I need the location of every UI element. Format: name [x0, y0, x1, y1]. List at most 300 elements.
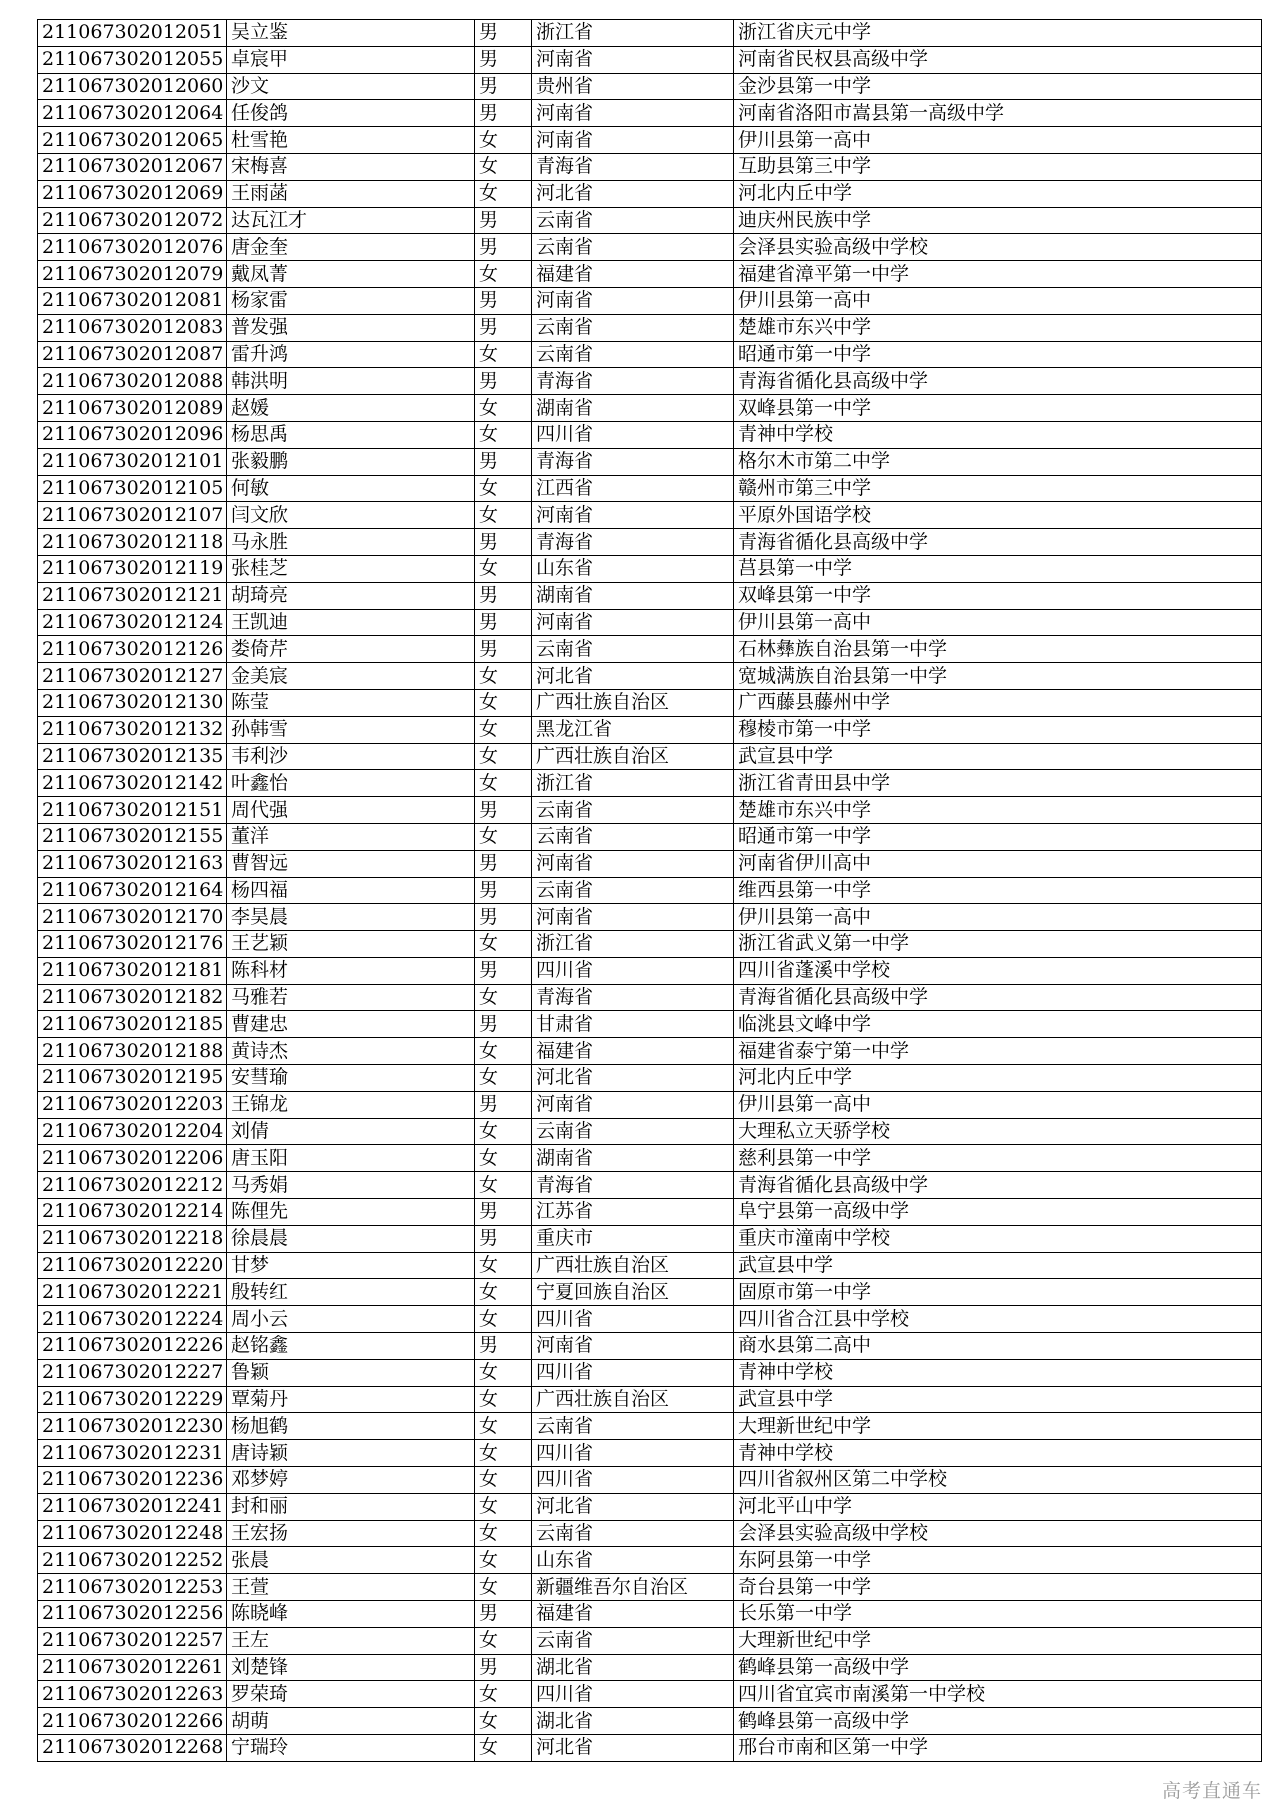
- province-cell: 青海省: [532, 984, 734, 1011]
- name-cell: 娄倚芹: [227, 636, 475, 663]
- name-cell: 罗荣琦: [227, 1681, 475, 1708]
- table-row: [38, 100, 1262, 127]
- gender-cell: 男: [475, 20, 532, 47]
- province-cell: 云南省: [532, 877, 734, 904]
- school-cell: 东阿县第一中学: [734, 1547, 1262, 1574]
- gender-cell: 男: [475, 1011, 532, 1038]
- name-cell: 叶鑫怡: [227, 770, 475, 797]
- gender-cell: 男: [475, 1333, 532, 1360]
- table-row: [38, 689, 1262, 716]
- school-cell: 青海省循化县高级中学: [734, 984, 1262, 1011]
- school-cell: 奇台县第一中学: [734, 1574, 1262, 1601]
- name-cell: 陈晓峰: [227, 1601, 475, 1628]
- table-row: [38, 1386, 1262, 1413]
- name-cell: 王宏扬: [227, 1520, 475, 1547]
- province-cell: 青海省: [532, 153, 734, 180]
- school-cell: 重庆市潼南中学校: [734, 1225, 1262, 1252]
- student-id-cell: 211067302012231: [38, 1440, 227, 1467]
- gender-cell: 女: [475, 1520, 532, 1547]
- gender-cell: 女: [475, 1574, 532, 1601]
- name-cell: 封和丽: [227, 1493, 475, 1520]
- name-cell: 吴立鉴: [227, 20, 475, 47]
- gender-cell: 女: [475, 1172, 532, 1199]
- admission-list-table: [37, 19, 1262, 1762]
- name-cell: 金美宸: [227, 663, 475, 690]
- province-cell: 河南省: [532, 46, 734, 73]
- table-row: [38, 1654, 1262, 1681]
- gender-cell: 男: [475, 582, 532, 609]
- table-row: [38, 1359, 1262, 1386]
- table-row: [38, 1172, 1262, 1199]
- student-id-cell: 211067302012224: [38, 1306, 227, 1333]
- table-row: [38, 421, 1262, 448]
- school-cell: 青海省循化县高级中学: [734, 529, 1262, 556]
- table-row: [38, 1145, 1262, 1172]
- student-id-cell: 211067302012214: [38, 1199, 227, 1226]
- student-id-cell: 211067302012107: [38, 502, 227, 529]
- name-cell: 普发强: [227, 314, 475, 341]
- name-cell: 王艺颖: [227, 931, 475, 958]
- province-cell: 青海省: [532, 368, 734, 395]
- gender-cell: 女: [475, 555, 532, 582]
- gender-cell: 女: [475, 823, 532, 850]
- table-row: [38, 529, 1262, 556]
- school-cell: 阜宁县第一高级中学: [734, 1199, 1262, 1226]
- school-cell: 四川省蓬溪中学校: [734, 957, 1262, 984]
- school-cell: 浙江省武义第一中学: [734, 931, 1262, 958]
- table-row: [38, 636, 1262, 663]
- name-cell: 曹智远: [227, 850, 475, 877]
- gender-cell: 女: [475, 1306, 532, 1333]
- province-cell: 云南省: [532, 1413, 734, 1440]
- name-cell: 唐金奎: [227, 234, 475, 261]
- gender-cell: 男: [475, 73, 532, 100]
- province-cell: 四川省: [532, 957, 734, 984]
- province-cell: 广西壮族自治区: [532, 1252, 734, 1279]
- table-row: [38, 582, 1262, 609]
- province-cell: 云南省: [532, 1520, 734, 1547]
- student-id-cell: 211067302012204: [38, 1118, 227, 1145]
- table-row: [38, 1467, 1262, 1494]
- student-id-cell: 211067302012257: [38, 1627, 227, 1654]
- name-cell: 闫文欣: [227, 502, 475, 529]
- gender-cell: 女: [475, 743, 532, 770]
- student-id-cell: 211067302012142: [38, 770, 227, 797]
- table-row: [38, 395, 1262, 422]
- school-cell: 长乐第一中学: [734, 1601, 1262, 1628]
- table-row: [38, 234, 1262, 261]
- student-id-cell: 211067302012261: [38, 1654, 227, 1681]
- gender-cell: 男: [475, 797, 532, 824]
- student-id-cell: 211067302012218: [38, 1225, 227, 1252]
- name-cell: 王锦龙: [227, 1091, 475, 1118]
- province-cell: 河南省: [532, 850, 734, 877]
- gender-cell: 女: [475, 421, 532, 448]
- gender-cell: 女: [475, 1386, 532, 1413]
- school-cell: 青海省循化县高级中学: [734, 368, 1262, 395]
- province-cell: 河南省: [532, 502, 734, 529]
- student-id-cell: 211067302012130: [38, 689, 227, 716]
- student-id-cell: 211067302012132: [38, 716, 227, 743]
- name-cell: 戴凤菁: [227, 261, 475, 288]
- student-id-cell: 211067302012072: [38, 207, 227, 234]
- province-cell: 四川省: [532, 1467, 734, 1494]
- table-row: [38, 877, 1262, 904]
- table-row: [38, 1708, 1262, 1735]
- province-cell: 湖南省: [532, 582, 734, 609]
- student-id-cell: 211067302012064: [38, 100, 227, 127]
- table-row: [38, 1306, 1262, 1333]
- gender-cell: 女: [475, 1118, 532, 1145]
- student-id-cell: 211067302012164: [38, 877, 227, 904]
- gender-cell: 男: [475, 609, 532, 636]
- gender-cell: 男: [475, 904, 532, 931]
- table-row: [38, 1065, 1262, 1092]
- school-cell: 会泽县实验高级中学校: [734, 234, 1262, 261]
- name-cell: 杨四福: [227, 877, 475, 904]
- school-cell: 四川省叙州区第二中学校: [734, 1467, 1262, 1494]
- school-cell: 福建省漳平第一中学: [734, 261, 1262, 288]
- student-id-cell: 211067302012096: [38, 421, 227, 448]
- province-cell: 云南省: [532, 314, 734, 341]
- province-cell: 重庆市: [532, 1225, 734, 1252]
- gender-cell: 女: [475, 931, 532, 958]
- province-cell: 云南省: [532, 1627, 734, 1654]
- student-id-cell: 211067302012252: [38, 1547, 227, 1574]
- student-id-cell: 211067302012067: [38, 153, 227, 180]
- province-cell: 青海省: [532, 529, 734, 556]
- name-cell: 殷转红: [227, 1279, 475, 1306]
- student-id-cell: 211067302012083: [38, 314, 227, 341]
- school-cell: 青神中学校: [734, 421, 1262, 448]
- student-id-cell: 211067302012212: [38, 1172, 227, 1199]
- table-row: [38, 1627, 1262, 1654]
- student-id-cell: 211067302012105: [38, 475, 227, 502]
- gender-cell: 男: [475, 314, 532, 341]
- table-row: [38, 797, 1262, 824]
- table-row: [38, 770, 1262, 797]
- name-cell: 胡萌: [227, 1708, 475, 1735]
- gender-cell: 男: [475, 1091, 532, 1118]
- table-row: [38, 1091, 1262, 1118]
- school-cell: 伊川县第一高中: [734, 609, 1262, 636]
- student-id-cell: 211067302012266: [38, 1708, 227, 1735]
- gender-cell: 女: [475, 663, 532, 690]
- name-cell: 韩洪明: [227, 368, 475, 395]
- gender-cell: 男: [475, 529, 532, 556]
- table-row: [38, 555, 1262, 582]
- gender-cell: 女: [475, 261, 532, 288]
- school-cell: 维西县第一中学: [734, 877, 1262, 904]
- gender-cell: 女: [475, 1547, 532, 1574]
- table-row: [38, 1735, 1262, 1762]
- table-row: [38, 1440, 1262, 1467]
- student-id-cell: 211067302012088: [38, 368, 227, 395]
- name-cell: 沙文: [227, 73, 475, 100]
- school-cell: 四川省宜宾市南溪第一中学校: [734, 1681, 1262, 1708]
- gender-cell: 女: [475, 689, 532, 716]
- province-cell: 青海省: [532, 1172, 734, 1199]
- table-row: [38, 1520, 1262, 1547]
- student-id-cell: 211067302012101: [38, 448, 227, 475]
- name-cell: 王雨菡: [227, 180, 475, 207]
- table-row: [38, 502, 1262, 529]
- school-cell: 互助县第三中学: [734, 153, 1262, 180]
- province-cell: 河南省: [532, 904, 734, 931]
- gender-cell: 男: [475, 207, 532, 234]
- school-cell: 青神中学校: [734, 1359, 1262, 1386]
- province-cell: 云南省: [532, 797, 734, 824]
- name-cell: 宁瑞玲: [227, 1735, 475, 1762]
- name-cell: 马永胜: [227, 529, 475, 556]
- student-id-cell: 211067302012230: [38, 1413, 227, 1440]
- watermark-text: 高考直通车: [1161, 1780, 1262, 1802]
- student-id-cell: 211067302012155: [38, 823, 227, 850]
- name-cell: 安彗瑜: [227, 1065, 475, 1092]
- name-cell: 王左: [227, 1627, 475, 1654]
- school-cell: 楚雄市东兴中学: [734, 314, 1262, 341]
- student-id-cell: 211067302012121: [38, 582, 227, 609]
- province-cell: 黑龙江省: [532, 716, 734, 743]
- student-id-cell: 211067302012195: [38, 1065, 227, 1092]
- gender-cell: 男: [475, 877, 532, 904]
- student-id-cell: 211067302012227: [38, 1359, 227, 1386]
- student-id-cell: 211067302012151: [38, 797, 227, 824]
- name-cell: 周小云: [227, 1306, 475, 1333]
- name-cell: 卓宸甲: [227, 46, 475, 73]
- school-cell: 浙江省青田县中学: [734, 770, 1262, 797]
- name-cell: 黄诗杰: [227, 1038, 475, 1065]
- table-row: [38, 716, 1262, 743]
- name-cell: 张毅鹏: [227, 448, 475, 475]
- school-cell: 伊川县第一高中: [734, 287, 1262, 314]
- name-cell: 刘楚锋: [227, 1654, 475, 1681]
- table-row: [38, 904, 1262, 931]
- table-row: [38, 1011, 1262, 1038]
- student-id-cell: 211067302012055: [38, 46, 227, 73]
- province-cell: 浙江省: [532, 20, 734, 47]
- school-cell: 河南省洛阳市嵩县第一高级中学: [734, 100, 1262, 127]
- student-id-cell: 211067302012203: [38, 1091, 227, 1118]
- gender-cell: 女: [475, 770, 532, 797]
- province-cell: 云南省: [532, 636, 734, 663]
- province-cell: 山东省: [532, 555, 734, 582]
- province-cell: 河北省: [532, 663, 734, 690]
- province-cell: 青海省: [532, 448, 734, 475]
- gender-cell: 女: [475, 1145, 532, 1172]
- province-cell: 河北省: [532, 1065, 734, 1092]
- school-cell: 河南省伊川高中: [734, 850, 1262, 877]
- gender-cell: 男: [475, 1654, 532, 1681]
- school-cell: 武宣县中学: [734, 1386, 1262, 1413]
- school-cell: 青神中学校: [734, 1440, 1262, 1467]
- table-row: [38, 931, 1262, 958]
- school-cell: 河南省民权县高级中学: [734, 46, 1262, 73]
- province-cell: 河南省: [532, 1333, 734, 1360]
- student-id-cell: 211067302012256: [38, 1601, 227, 1628]
- table-row: [38, 20, 1262, 47]
- school-cell: 武宣县中学: [734, 743, 1262, 770]
- student-id-cell: 211067302012236: [38, 1467, 227, 1494]
- province-cell: 湖南省: [532, 395, 734, 422]
- gender-cell: 女: [475, 1708, 532, 1735]
- gender-cell: 女: [475, 1681, 532, 1708]
- name-cell: 任俊鸽: [227, 100, 475, 127]
- table-row: [38, 46, 1262, 73]
- table-row: [38, 1601, 1262, 1628]
- student-id-cell: 211067302012268: [38, 1735, 227, 1762]
- school-cell: 鹤峰县第一高级中学: [734, 1654, 1262, 1681]
- table-row: [38, 475, 1262, 502]
- gender-cell: 女: [475, 716, 532, 743]
- student-id-cell: 211067302012065: [38, 127, 227, 154]
- name-cell: 董洋: [227, 823, 475, 850]
- school-cell: 昭通市第一中学: [734, 823, 1262, 850]
- name-cell: 张晨: [227, 1547, 475, 1574]
- table-row: [38, 1547, 1262, 1574]
- province-cell: 云南省: [532, 234, 734, 261]
- school-cell: 平原外国语学校: [734, 502, 1262, 529]
- school-cell: 赣州市第三中学: [734, 475, 1262, 502]
- school-cell: 伊川县第一高中: [734, 904, 1262, 931]
- student-id-cell: 211067302012220: [38, 1252, 227, 1279]
- school-cell: 格尔木市第二中学: [734, 448, 1262, 475]
- school-cell: 河北平山中学: [734, 1493, 1262, 1520]
- school-cell: 宽城满族自治县第一中学: [734, 663, 1262, 690]
- school-cell: 迪庆州民族中学: [734, 207, 1262, 234]
- gender-cell: 女: [475, 1493, 532, 1520]
- name-cell: 陈科材: [227, 957, 475, 984]
- gender-cell: 女: [475, 475, 532, 502]
- name-cell: 周代强: [227, 797, 475, 824]
- school-cell: 大理新世纪中学: [734, 1627, 1262, 1654]
- province-cell: 四川省: [532, 421, 734, 448]
- gender-cell: 女: [475, 180, 532, 207]
- school-cell: 固原市第一中学: [734, 1279, 1262, 1306]
- school-cell: 四川省合江县中学校: [734, 1306, 1262, 1333]
- name-cell: 王萱: [227, 1574, 475, 1601]
- school-cell: 楚雄市东兴中学: [734, 797, 1262, 824]
- name-cell: 唐玉阳: [227, 1145, 475, 1172]
- province-cell: 广西壮族自治区: [532, 743, 734, 770]
- province-cell: 湖北省: [532, 1708, 734, 1735]
- province-cell: 河南省: [532, 1091, 734, 1118]
- student-id-cell: 211067302012124: [38, 609, 227, 636]
- school-cell: 石林彝族自治县第一中学: [734, 636, 1262, 663]
- province-cell: 河南省: [532, 100, 734, 127]
- name-cell: 唐诗颖: [227, 1440, 475, 1467]
- name-cell: 马秀娟: [227, 1172, 475, 1199]
- student-id-cell: 211067302012182: [38, 984, 227, 1011]
- student-id-cell: 211067302012229: [38, 1386, 227, 1413]
- school-cell: 临洮县文峰中学: [734, 1011, 1262, 1038]
- name-cell: 宋梅喜: [227, 153, 475, 180]
- student-id-cell: 211067302012081: [38, 287, 227, 314]
- name-cell: 鲁颖: [227, 1359, 475, 1386]
- province-cell: 四川省: [532, 1440, 734, 1467]
- gender-cell: 女: [475, 984, 532, 1011]
- table-row: [38, 1574, 1262, 1601]
- gender-cell: 女: [475, 1065, 532, 1092]
- province-cell: 福建省: [532, 261, 734, 288]
- gender-cell: 男: [475, 1199, 532, 1226]
- province-cell: 福建省: [532, 1601, 734, 1628]
- province-cell: 湖南省: [532, 1145, 734, 1172]
- gender-cell: 男: [475, 46, 532, 73]
- gender-cell: 男: [475, 448, 532, 475]
- name-cell: 张桂芝: [227, 555, 475, 582]
- school-cell: 昭通市第一中学: [734, 341, 1262, 368]
- gender-cell: 男: [475, 100, 532, 127]
- province-cell: 江苏省: [532, 1199, 734, 1226]
- student-id-cell: 211067302012241: [38, 1493, 227, 1520]
- student-id-cell: 211067302012060: [38, 73, 227, 100]
- province-cell: 山东省: [532, 1547, 734, 1574]
- gender-cell: 女: [475, 1440, 532, 1467]
- name-cell: 赵媛: [227, 395, 475, 422]
- name-cell: 赵铭鑫: [227, 1333, 475, 1360]
- province-cell: 浙江省: [532, 931, 734, 958]
- name-cell: 甘梦: [227, 1252, 475, 1279]
- school-cell: 大理新世纪中学: [734, 1413, 1262, 1440]
- name-cell: 陈莹: [227, 689, 475, 716]
- student-id-cell: 211067302012185: [38, 1011, 227, 1038]
- name-cell: 曹建忠: [227, 1011, 475, 1038]
- student-id-cell: 211067302012069: [38, 180, 227, 207]
- province-cell: 湖北省: [532, 1654, 734, 1681]
- province-cell: 新疆维吾尔自治区: [532, 1574, 734, 1601]
- gender-cell: 女: [475, 341, 532, 368]
- school-cell: 河北内丘中学: [734, 180, 1262, 207]
- table-row: [38, 287, 1262, 314]
- student-id-cell: 211067302012221: [38, 1279, 227, 1306]
- student-id-cell: 211067302012051: [38, 20, 227, 47]
- gender-cell: 女: [475, 395, 532, 422]
- table-row: [38, 1279, 1262, 1306]
- school-cell: 大理私立天骄学校: [734, 1118, 1262, 1145]
- province-cell: 云南省: [532, 1118, 734, 1145]
- province-cell: 江西省: [532, 475, 734, 502]
- province-cell: 四川省: [532, 1681, 734, 1708]
- gender-cell: 男: [475, 368, 532, 395]
- name-cell: 李昊晨: [227, 904, 475, 931]
- gender-cell: 男: [475, 636, 532, 663]
- name-cell: 邓梦婷: [227, 1467, 475, 1494]
- name-cell: 胡琦亮: [227, 582, 475, 609]
- gender-cell: 女: [475, 1359, 532, 1386]
- gender-cell: 女: [475, 502, 532, 529]
- school-cell: 莒县第一中学: [734, 555, 1262, 582]
- table-row: [38, 1681, 1262, 1708]
- province-cell: 河南省: [532, 609, 734, 636]
- table-row: [38, 743, 1262, 770]
- table-row: [38, 73, 1262, 100]
- province-cell: 河北省: [532, 1493, 734, 1520]
- student-id-cell: 211067302012087: [38, 341, 227, 368]
- name-cell: 何敏: [227, 475, 475, 502]
- student-id-cell: 211067302012127: [38, 663, 227, 690]
- gender-cell: 男: [475, 1225, 532, 1252]
- province-cell: 河南省: [532, 127, 734, 154]
- table-row: [38, 1118, 1262, 1145]
- province-cell: 宁夏回族自治区: [532, 1279, 734, 1306]
- province-cell: 河南省: [532, 287, 734, 314]
- school-cell: 慈利县第一中学: [734, 1145, 1262, 1172]
- student-id-cell: 211067302012226: [38, 1333, 227, 1360]
- name-cell: 韦利沙: [227, 743, 475, 770]
- province-cell: 云南省: [532, 823, 734, 850]
- table-row: [38, 448, 1262, 475]
